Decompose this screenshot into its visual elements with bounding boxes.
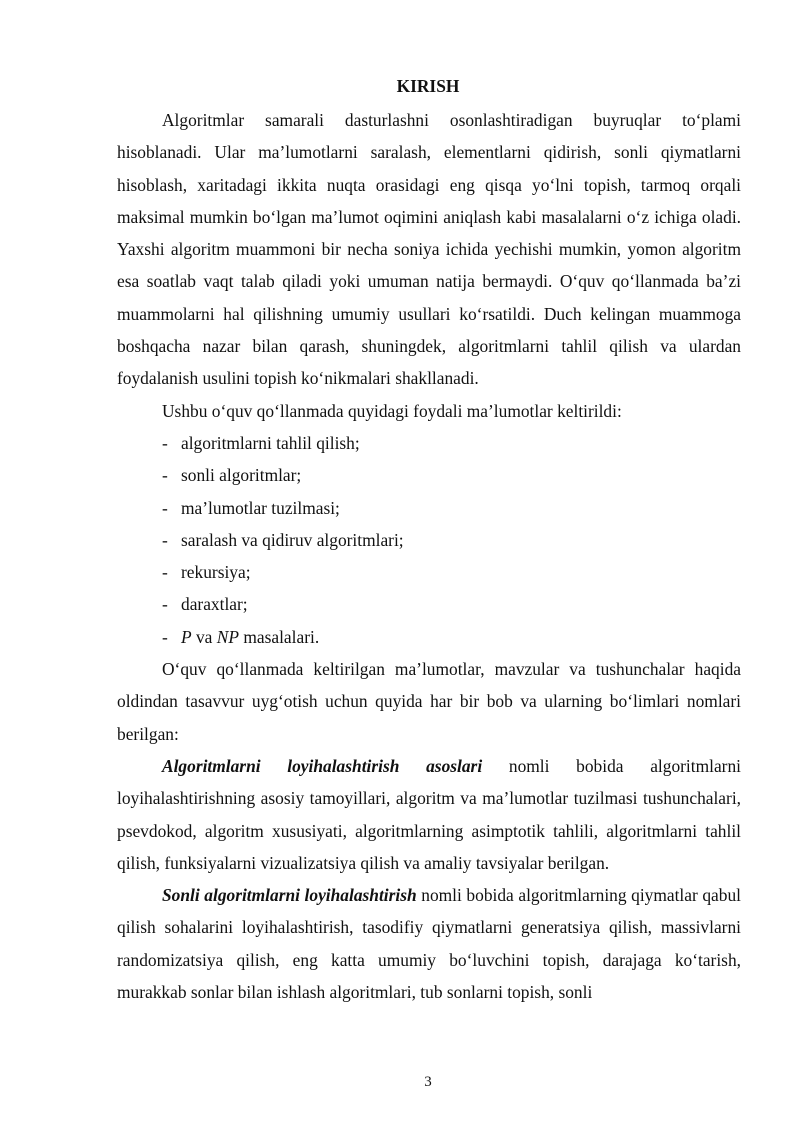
list-item: - algoritmlarni tahlil qilish; xyxy=(162,432,360,453)
list-intro: Ushbu o‘quv qo‘llanmada quyidagi foydali ma’lumotlar keltirildi: xyxy=(162,400,622,421)
overview-paragraph: O‘quv qo‘llanmada keltirilgan ma’lumotlar, mavzular va tushunchalar haqida oldindan tasavvur uyg‘otish uchun quyida har bir bob va ularning bo‘limlari nomlari berilgan: xyxy=(117,659,741,744)
chapter1-text: nomli bobida algoritmlarni loyihalashtirishning asosiy tamoyillari, algoritm va ma’lumotlar tuzilmasi tushunchalari, psevdokod, algoritm xususiyati, algoritmlarning asimptotik tahlili, algoritmlarni tahlil qilish, funksiyalarni vizualizatsiya qilish va amaliy tavsiyalar berilgan. xyxy=(117,755,741,873)
chapter2-text: nomli bobida algoritmlarning qiymatlar qabul qilish sohalarini loyihalashtirish, tasodifiy qiymatlarni generatsiya qilish, massivlarni randomizatsiya qilish, eng katta umumiy bo‘luvchini topish, darajaga ko‘tarish, murakkab sonlar bilan ishlash algoritmlari, tub sonlarni topish, sonli xyxy=(117,885,741,1003)
list-item: - daraxtlar; xyxy=(162,594,248,615)
chapter1-paragraph xyxy=(117,750,741,879)
list-item: - rekursiya; xyxy=(162,562,251,583)
page-number: 3 xyxy=(424,1074,432,1090)
np-label: NP xyxy=(216,626,239,647)
topics-list xyxy=(117,427,741,653)
chapter2-name: Sonli algoritmlarni loyihalashtirish xyxy=(162,885,417,906)
list-item: - ma’lumotlar tuzilmasi; xyxy=(162,497,340,518)
body-text xyxy=(117,104,741,1008)
list-item: - P va NP masalalari. xyxy=(162,626,320,647)
chapter1-name: Algoritmlarni loyihalashtirish asoslari xyxy=(162,755,483,776)
chapter2-paragraph xyxy=(117,879,741,1008)
list-item: - saralash va qidiruv algoritmlari; xyxy=(162,529,404,550)
list-item: - sonli algoritmlar; xyxy=(162,465,302,486)
page-title: KIRISH xyxy=(396,76,460,96)
p-label: P xyxy=(181,626,192,647)
intro-paragraph: Algoritmlar samarali dasturlashni osonlashtiradigan buyruqlar to‘plami hisoblanadi. Ular ma’lumotlarni saralash, elementlarni qidirish, sonli qiymatlarni hisoblash, xaritadagi ikkita nuqta orasidagi eng qisqa yo‘lni topish, tarmoq orqali maksimal mumkin bo‘lgan ma’lumot oqimini aniqlash kabi masalalarni o‘z ichiga oladi. Yaxshi algoritm muammoni bir necha soniya ichida yechishi mumkin, yomon algoritm esa soatlab vaqt talab qiladi yoki umuman natija bermaydi. O‘quv qo‘llanmada ba’zi muammolarni hal qilishning umumiy usullari ko‘rsatildi. Duch kelingan muammoga boshqacha nazar bilan qarash, shuningdek, algoritmlarni tahlil qilish va ulardan foydalanish usulini topish ko‘nikmalari shakllanadi. xyxy=(117,110,741,389)
